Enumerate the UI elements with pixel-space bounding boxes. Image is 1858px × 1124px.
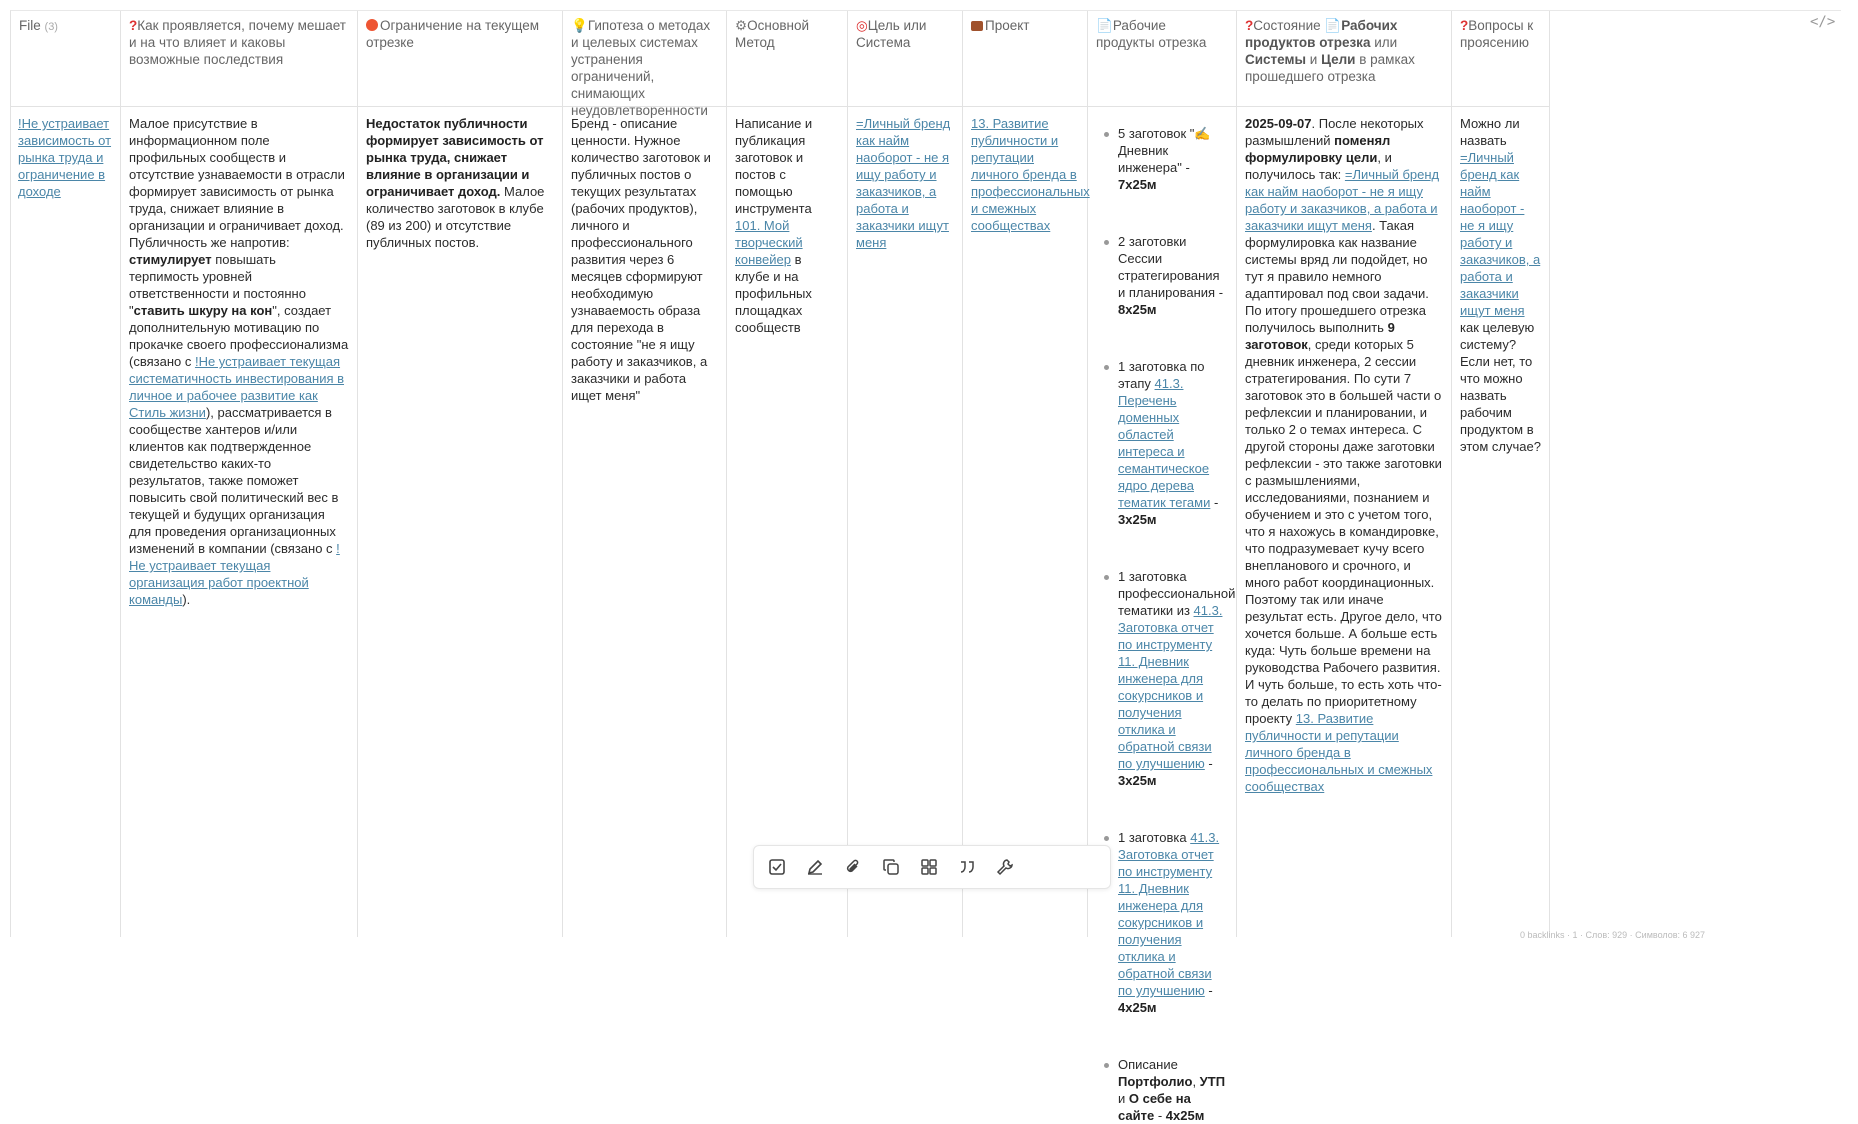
target-icon: ◎ [856,18,868,33]
list-item [1118,358,1228,528]
text: - [1154,1108,1166,1123]
text: . Такая формулировка как название системы вряд ли подойдет, но тут я правило немного адаптировал под свои задачи. По итогу прошедшего отрезка получилось выполнить [1245,218,1429,335]
bold-text: поменял формулировку цели [1245,133,1391,165]
cell-file [11,107,120,937]
column-limitation [358,11,563,937]
bold-text: 3x25м [1118,512,1157,527]
cell-hypothesis [563,107,726,937]
text: Бренд - описание ценности. Нужное количество заготовок и публичных постов о текущих результатах (рабочих продуктов), личного и профессионального развития через 6 месяцев сформируют необходимую узнаваемость образа для перехода в состояние "не я ищу работу и заказчиков, а заказчики и работа ищет меня" [571,116,711,403]
database-table [10,10,1841,1123]
header-label: и [1306,52,1322,67]
header-manifestation[interactable] [121,11,357,107]
bold-text: 9 заготовок [1245,320,1395,352]
text: Описание [1118,1057,1178,1072]
text: 5 заготовок "✍ Дневник инженера" - [1118,126,1211,175]
header-label: Как проявляется, почему мешает и на что влияет и каковы возможные последствия [129,18,346,67]
internal-link[interactable]: 13. Развитие публичности и репутации личного бренда в профессиональных и смежных сообществах [971,116,1090,233]
header-products[interactable] [1088,11,1236,107]
header-project[interactable] [963,11,1087,107]
header-label: Основной Метод [735,18,809,50]
text: ", создает дополнительную мотивацию по прокачке своего профессионализма (связано с [129,303,349,369]
cell-method [727,107,847,937]
question-red-icon: ? [129,18,138,33]
header-label: Проект [985,18,1030,33]
text: и [1118,1091,1129,1106]
text: , [1192,1074,1200,1089]
column-hypothesis [563,11,727,937]
cell-products [1088,117,1236,1123]
cell-limitation [358,107,562,937]
briefcase-icon [971,21,983,31]
cell-state [1237,107,1451,937]
header-label: Состояние [1253,18,1325,33]
header-label: Вопросы к проясению [1460,18,1534,50]
internal-link[interactable]: 41.3. Заготовка отчет по инструменту 11. Дневник инженера для сокурсников и получения отклика и обратной связи по улучшению [1118,830,1220,998]
header-label: в рамках прошедшего отрезка [1245,52,1415,84]
internal-link[interactable]: 41.3. Перечень доменных областей интереса и семантическое ядро дерева тематик тегами [1118,376,1211,510]
bold-text: 7x25м [1118,177,1157,192]
header-label: Ограничение на текущем отрезке [366,18,540,50]
internal-link[interactable]: !Не устраивает текущая организация работ проектной команды [129,541,340,607]
header-goal[interactable] [848,11,962,107]
quote-icon[interactable] [954,854,980,880]
text: , среди которых 5 дневник инженера, 2 сессии стратегирования. По сути 7 заготовок это в большей части о рефлексии и планировании, и только 2 о темах интереса. С другой стороны даже заготовки рефлексии - это также заготовки с размышлениями, исследованиями, познанием и обучением и это с учетом того, что я нахожусь в командировке, что подразумевает кучу всего внепланового и срочного, и много работ координационных. Поэтому так или иначе результат есть. Другое дело, что хочется больше. А больше есть куда: Чуть больше времени на руководства Рабочего развития. И чуть больше, то есть хоть что-то делать по приоритетному проекту [1245,337,1442,726]
text: - [1210,495,1219,510]
code-view-icon[interactable]: </> [1810,14,1836,30]
column-file [11,11,121,937]
question-red-icon: ? [1245,18,1254,33]
highlighter-icon[interactable] [802,854,828,880]
file-link[interactable]: !Не устраивает зависимость от рынка труда и ограничение в доходе [18,116,112,199]
paperclip-icon[interactable] [840,854,866,880]
header-label: File [19,18,41,33]
internal-link[interactable]: 13. Развитие публичности и репутации личного бренда в профессиональных и смежных сообществах [1245,711,1433,794]
text: 1 заготовка по этапу [1118,359,1205,391]
bold-text: УТП [1199,1074,1226,1089]
column-method [727,11,848,937]
internal-link[interactable]: =Личный бренд как найм наоборот - не я ищу работу и заказчиков, а работа и заказчики ищут меня [1460,150,1541,318]
column-questions [1452,11,1550,937]
cell-questions [1452,107,1549,937]
internal-link[interactable]: =Личный бренд как найм наоборот - не я ищу работу и заказчиков, а работа и заказчики ищут меня [1245,167,1440,233]
header-hypothesis[interactable] [563,11,726,118]
column-project [963,11,1088,937]
red-circle-icon [366,19,378,31]
text: 1 заготовка [1118,830,1191,845]
column-state [1237,11,1452,937]
list-item [1118,233,1228,318]
text: - [1204,756,1213,771]
bold-text: Портфолио [1118,1074,1193,1089]
text: Написание и публикация заготовок и постов с помощью инструмента [735,116,813,216]
bold-text: Недостаток публичности формирует зависимость от рынка труда, снижает влияние в организации и ограничивает доход. [366,116,544,199]
bold-text: 4x25м [1165,1108,1205,1123]
column-products [1088,11,1237,1123]
internal-link[interactable]: 101. Мой творческий конвейер [735,218,803,267]
checkbox-icon[interactable] [764,854,790,880]
lightbulb-icon: 💡 [571,18,588,33]
bold-text: ставить шкуру на кон [133,303,273,318]
text: , и получилось так: [1245,150,1392,182]
header-label: Рабочие продукты отрезка [1096,18,1207,50]
text: Можно ли назвать [1460,116,1520,148]
cell-manifestation [121,107,357,937]
text: повышать терпимость уровней ответственности и постоянно " [129,252,306,318]
memo-icon: 📄 [1096,18,1113,33]
bold-text: 4x25м [1118,1000,1157,1015]
file-count-badge: (3) [44,21,58,33]
header-state[interactable] [1237,11,1451,107]
text: как целевую систему? Если нет, то что можно назвать рабочим продуктом в этом случае? [1460,320,1541,454]
text: Малое присутствие в информационном поле профильных сообществ и отсутствие узнаваемости в отрасли формирует зависимость от рынка труда, снижает влияние в организации и ограничивает доход. Публичность же напротив: [129,116,345,250]
list-item [1118,1056,1228,1124]
memo-icon: 📄 [1324,18,1342,33]
header-bold: Системы [1245,52,1307,67]
copy-icon[interactable] [878,854,904,880]
bold-text: стимулирует [129,252,212,267]
cell-goal [848,107,962,937]
text: 2 заготовки Сессии стратегирования и планирования - [1118,234,1224,300]
grid-icon[interactable] [916,854,942,880]
text: ), рассматривается в сообществе хантеров и/или клиентов как подтвержденное свидетельство каких-то результатов, также поможет повысить свой политический вес в текущей и будущих организация для проведения организационных изменений в компании (связано с [129,405,339,556]
gear-icon: ⚙ [735,18,748,33]
header-label: или [1370,35,1398,50]
bold-text: 3x25м [1118,773,1157,788]
cell-project [963,107,1090,937]
bold-text: О себе на сайте [1118,1091,1191,1123]
header-bold: Цели [1321,52,1356,67]
internal-link[interactable]: 41.3. Заготовка отчет по инструменту 11. Дневник инженера для сокурсников и получения отклика и обратной связи по улучшению [1118,603,1223,771]
text: 1 заготовка профессиональной тематики из [1118,569,1236,618]
header-questions[interactable] [1452,11,1549,107]
header-limitation[interactable] [358,11,562,107]
bold-text: 8x25м [1118,302,1157,317]
column-manifestation [121,11,358,937]
question-red-icon: ? [1460,18,1469,33]
text: - [1204,983,1213,998]
header-file[interactable] [11,11,120,107]
date-text: 2025-09-07 [1245,116,1312,131]
header-label: Цель или Система [856,18,927,50]
text: Малое количество заготовок в клубе (89 из 200) и отсутствие публичных постов. [366,184,545,250]
status-bar: 0 backlinks · 1 · Слов: 929 · Символов: 6 927 [1520,930,1706,940]
header-method[interactable] [727,11,847,107]
products-list [1096,125,1236,1124]
list-item [1118,125,1228,193]
floating-toolbar [753,845,1111,889]
column-goal [848,11,963,937]
list-item [1118,568,1236,789]
text: в клубе и на профильных площадках сообществ [735,252,812,335]
wrench-icon[interactable] [992,854,1018,880]
header-bold: Рабочих продуктов отрезка [1245,18,1398,50]
internal-link[interactable]: !Не устраивает текущая систематичность инвестирования в личное и рабочее развитие как Стиль жизни [129,354,345,420]
text: . После некоторых размышлений [1245,116,1424,148]
header-label: Гипотеза о методах и целевых системах устранения ограничений, снимающих неудовлетворенности [571,18,711,118]
internal-link[interactable]: =Личный бренд как найм наоборот - не я ищу работу и заказчиков, а работа и заказчики ищут меня [856,116,951,250]
text: ). [182,592,191,607]
list-item [1118,829,1228,1016]
